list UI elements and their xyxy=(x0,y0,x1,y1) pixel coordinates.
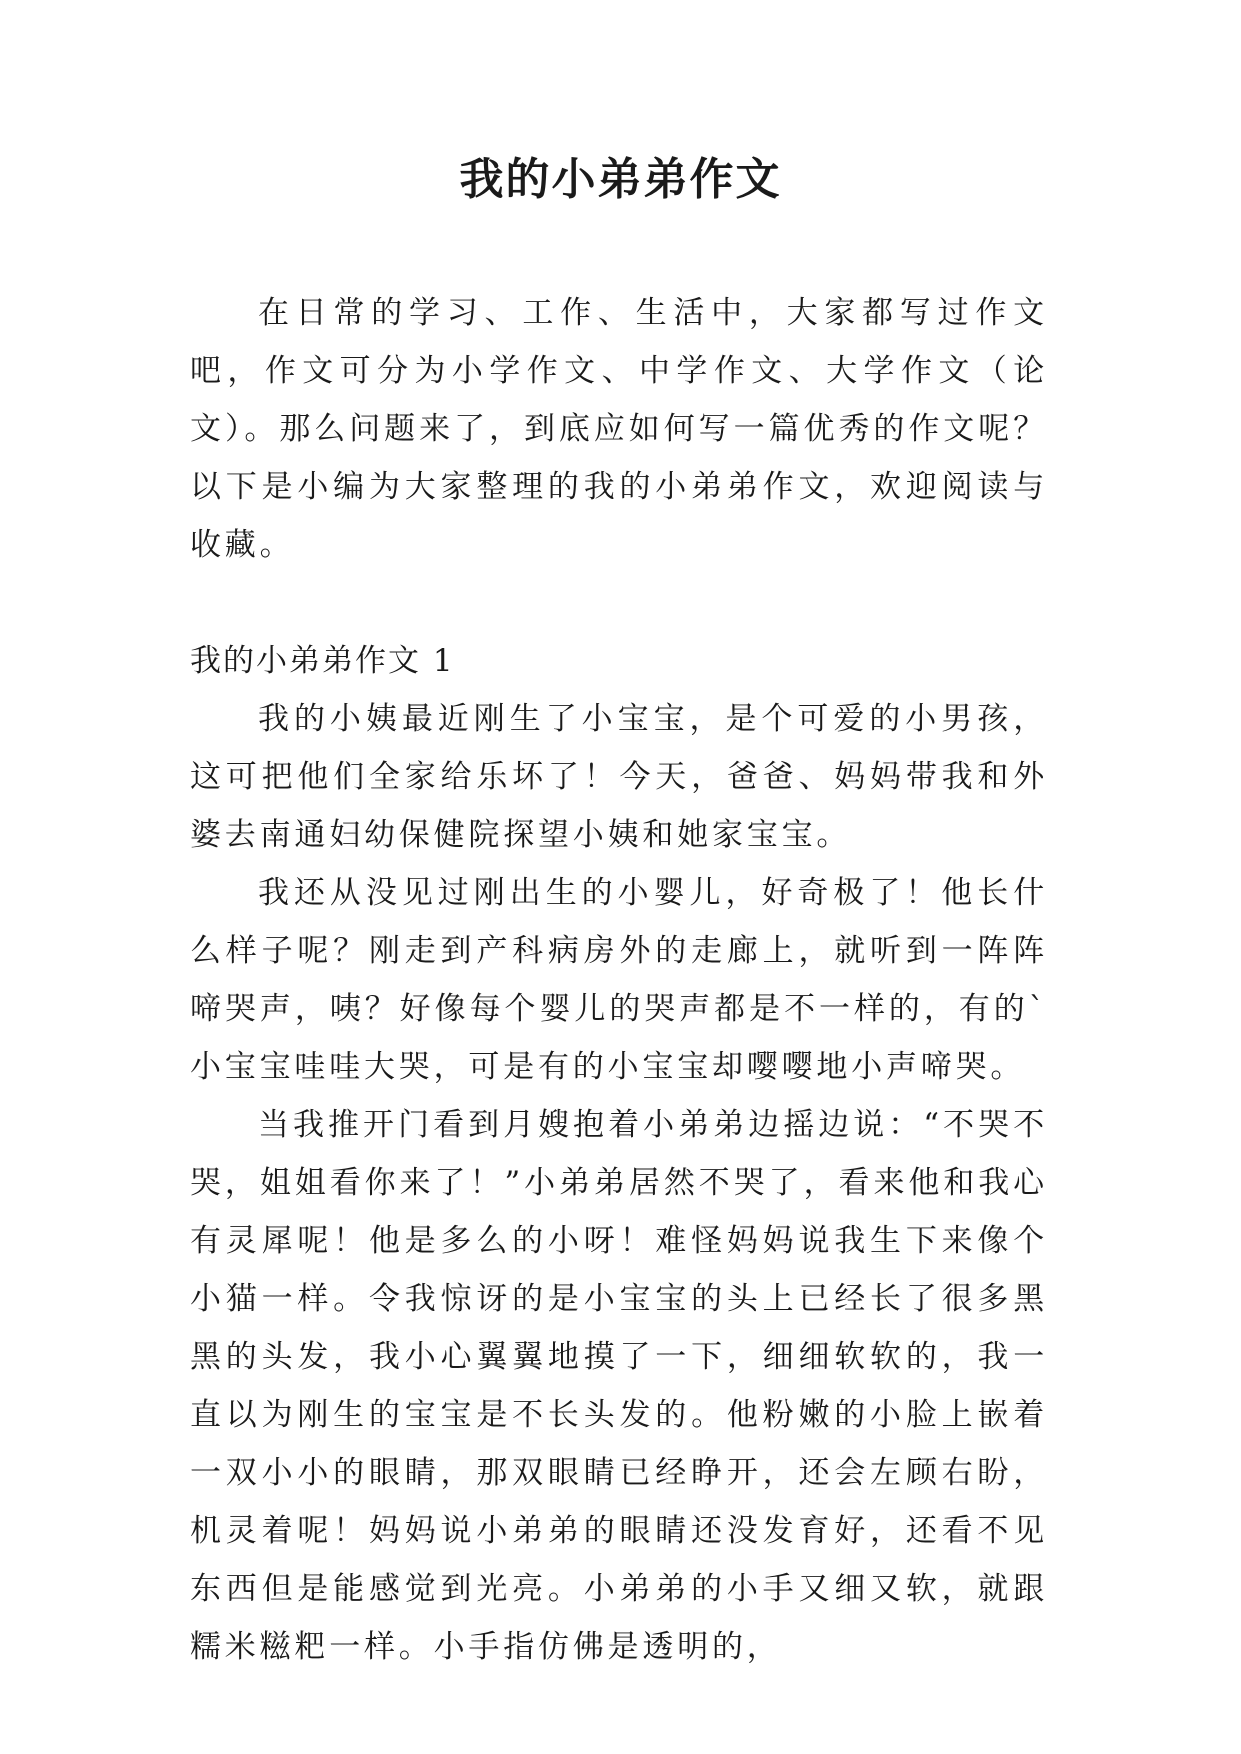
body-paragraph: 我还从没见过刚出生的小婴儿，好奇极了！他长什么样子呢？刚走到产科病房外的走廊上，就听到一阵阵啼哭声，咦？好像每个婴儿的哭声都是不一样的，有的`小宝宝哇哇大哭，可是有的小宝宝却嘤嘤地小声啼哭。 xyxy=(190,875,1048,1085)
document-title: 我的小弟弟作文 xyxy=(459,154,782,205)
body-paragraph: 我的小姨最近刚生了小宝宝，是个可爱的小男孩，这可把他们全家给乐坏了！今天，爸爸、妈妈带我和外婆去南通妇幼保健院探望小姨和她家宝宝。 xyxy=(190,701,1048,853)
section-heading: 我的小弟弟作文 1 xyxy=(190,643,455,679)
intro-paragraph: 在日常的学习、工作、生活中，大家都写过作文吧，作文可分为小学作文、中学作文、大学作文（论文）。那么问题来了，到底应如何写一篇优秀的作文呢？以下是小编为大家整理的我的小弟弟作文，欢迎阅读与收藏。 xyxy=(190,295,1048,563)
document-body xyxy=(190,284,1048,1676)
body-paragraph: 当我推开门看到月嫂抱着小弟弟边摇边说：“不哭不哭，姐姐看你来了！”小弟弟居然不哭了，看来他和我心有灵犀呢！他是多么的小呀！难怪妈妈说我生下来像个小猫一样。令我惊讶的是小宝宝的头上已经长了很多黑黑的头发，我小心翼翼地摸了一下，细细软软的，我一直以为刚生的宝宝是不长头发的。他粉嫩的小脸上嵌着一双小小的眼睛，那双眼睛已经睁开，还会左顾右盼，机灵着呢！妈妈说小弟弟的眼睛还没发育好，还看不见东西但是能感觉到光亮。小弟弟的小手又细又软，就跟糯米糍粑一样。小手指仿佛是透明的， xyxy=(190,1107,1048,1665)
